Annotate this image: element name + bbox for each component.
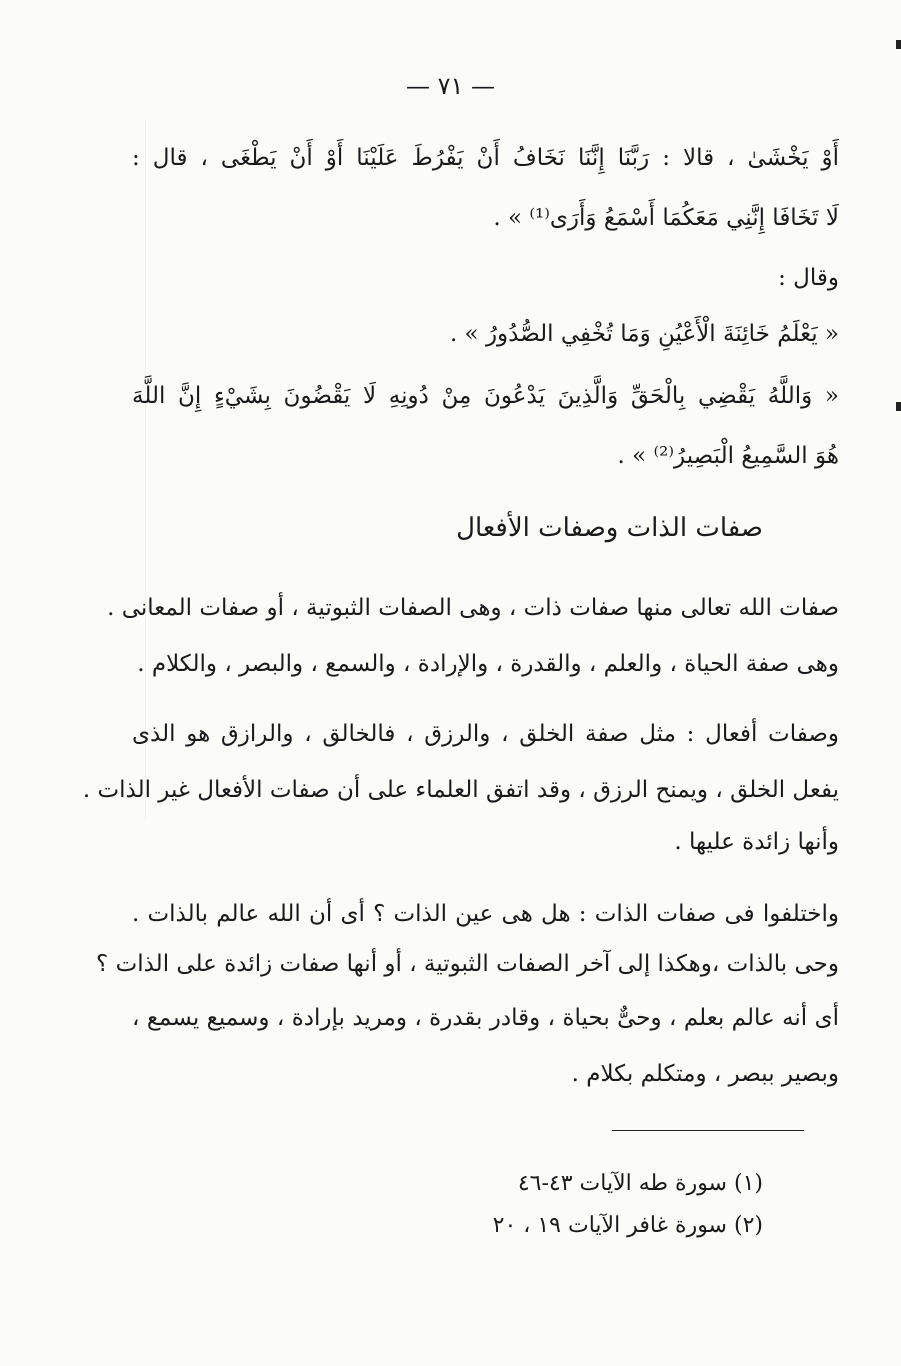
footnote: (٢) سورة غافر الآيات ١٩ ، ٢٠ <box>492 1213 763 1238</box>
body-text-line: وأنها زائدة عليها . <box>674 829 839 855</box>
body-text-line: وقال : <box>778 265 839 291</box>
quran-verse-line: هُوَ السَّمِيعُ الْبَصِيرُ⁽²⁾ » . <box>617 443 839 469</box>
scan-edge-mark <box>896 402 901 411</box>
page-crease <box>145 120 146 820</box>
body-text-line: وبصير ببصر ، ومتكلم بكلام . <box>571 1061 839 1087</box>
body-text-line: أى أنه عالم بعلم ، وحىٌّ بحياة ، وقادر بقدرة ، ومريد بإرادة ، وسميع يسمع ، <box>132 1005 839 1031</box>
quran-verse-line: « وَاللَّهُ يَقْضِي بِالْحَقِّ وَالَّذِينَ يَدْعُونَ مِنْ دُونِهِ لَا يَقْضُونَ بِشَيْءٍ إِنَّ اللَّهَ <box>132 383 839 409</box>
body-text-line: صفات الله تعالى منها صفات ذات ، وهى الصفات الثبوتية ، أو صفات المعانى . <box>107 595 839 621</box>
footnote: (١) سورة طه الآيات ٤٣-٤٦ <box>517 1171 763 1196</box>
page-number: — ٧١ — <box>405 72 496 100</box>
scan-edge-mark <box>896 40 901 49</box>
body-text-line: يفعل الخلق ، ويمنح الرزق ، وقد اتفق العلماء على أن صفات الأفعال غير الذات . <box>82 777 839 803</box>
section-heading: صفات الذات وصفات الأفعال <box>456 513 763 543</box>
body-text-line: وصفات أفعال : مثل صفة الخلق ، والرزق ، فالخالق ، والرازق هو الذى <box>132 721 839 747</box>
body-text-line: وهى صفة الحياة ، والعلم ، والقدرة ، والإرادة ، والسمع ، والبصر ، والكلام . <box>137 651 839 677</box>
footnote-divider <box>612 1130 804 1131</box>
quran-verse-line: أَوْ يَخْشَىٰ ، قالا : رَبَّنَا إِنَّنَا نَخَافُ أَنْ يَفْرُطَ عَلَيْنَا أَوْ أَنْ يَطْغَى ، قال : <box>132 145 839 171</box>
body-text-line: واختلفوا فى صفات الذات : هل هى عين الذات ؟ أى أن الله عالم بالذات . <box>132 901 839 927</box>
quran-verse-line: لَا تَخَافَا إِنَّنِي مَعَكُمَا أَسْمَعُ وَأَرَى⁽¹⁾ » . <box>493 205 839 231</box>
quran-verse-line: « يَعْلَمُ خَائِنَةَ الْأَعْيُنِ وَمَا تُخْفِي الصُّدُورُ » . <box>449 321 839 347</box>
body-text-line: وحى بالذات ،وهكذا إلى آخر الصفات الثبوتية ، أو أنها صفات زائدة على الذات ؟ <box>96 951 839 977</box>
